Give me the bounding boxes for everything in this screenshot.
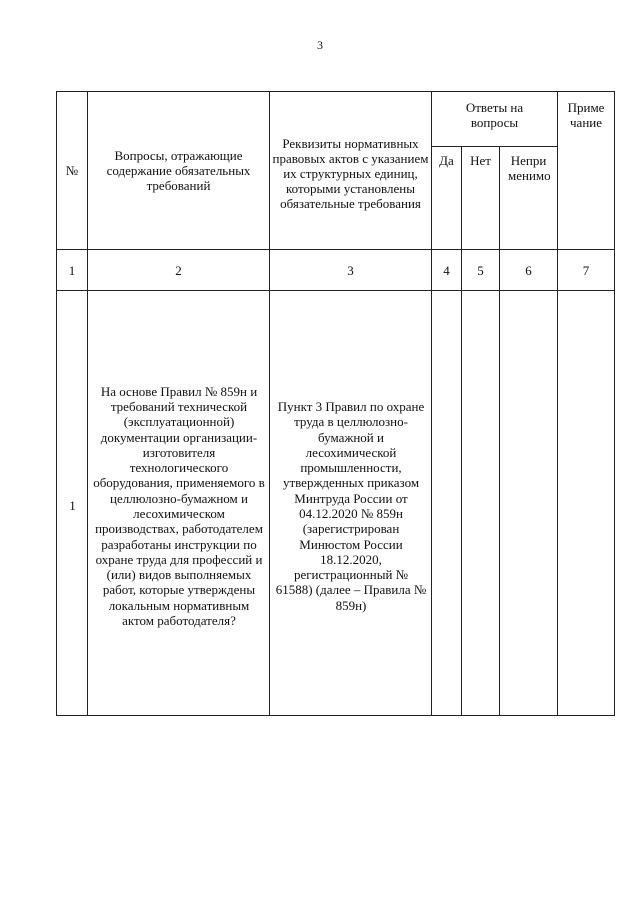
header-requisites-text: Реквизиты нормативных правовых актов с указанием их структурных единиц, которыми установлены обязательные требования	[272, 136, 429, 211]
header-requisites	[270, 92, 432, 250]
header-row	[57, 92, 615, 147]
column-number-7: 7	[558, 250, 615, 291]
column-number-2: 2	[88, 250, 270, 291]
answer-yes-cell[interactable]	[432, 291, 462, 716]
column-number-4: 4	[432, 250, 462, 291]
header-not-applicable: Непри менимо	[500, 147, 558, 250]
header-remarks: Приме чание	[558, 92, 615, 250]
row-number-cell	[57, 291, 88, 716]
requisite-text: Пункт 3 Правил по охране труда в целлюлозно-бумажной и лесохимической промышленности, утвержденных приказом Минтруда России от 04.12.2020 № 859н (зарегистрирован Минюстом России 18.12.2020, регистрационный № 61588) (далее – Правила № 859н)	[275, 398, 427, 613]
header-no: Нет	[462, 147, 500, 250]
answer-no-cell[interactable]	[462, 291, 500, 716]
column-number-1: 1	[57, 250, 88, 291]
remarks-cell[interactable]	[558, 291, 615, 716]
requisite-cell	[270, 291, 432, 716]
header-questions	[88, 92, 270, 250]
column-number-6: 6	[500, 250, 558, 291]
column-number-3: 3	[270, 250, 432, 291]
column-number-row	[57, 250, 615, 291]
row-number: 1	[69, 498, 76, 514]
page-number: 3	[317, 38, 323, 52]
header-number: №	[57, 92, 88, 250]
question-cell	[88, 291, 270, 716]
header-answers: Ответы на вопросы	[432, 92, 558, 147]
question-text: На основе Правил № 859н и требований технической (эксплуатационной) документации организации-изготовителя технологического оборудования, применяемого в целлюлозно-бумажном и лесохимическом производствах, работодателем разработаны инструкции по охране труда для профессий и (или) видов выполняемых работ, которые утверждены локальным нормативным актом работодателя?	[93, 383, 265, 629]
checklist-table	[56, 91, 615, 716]
header-yes: Да	[432, 147, 462, 250]
table-row	[57, 291, 615, 716]
answer-not-applicable-cell[interactable]	[500, 291, 558, 716]
header-questions-text: Вопросы, отражающие содержание обязательных требований	[106, 148, 251, 193]
column-number-5: 5	[462, 250, 500, 291]
